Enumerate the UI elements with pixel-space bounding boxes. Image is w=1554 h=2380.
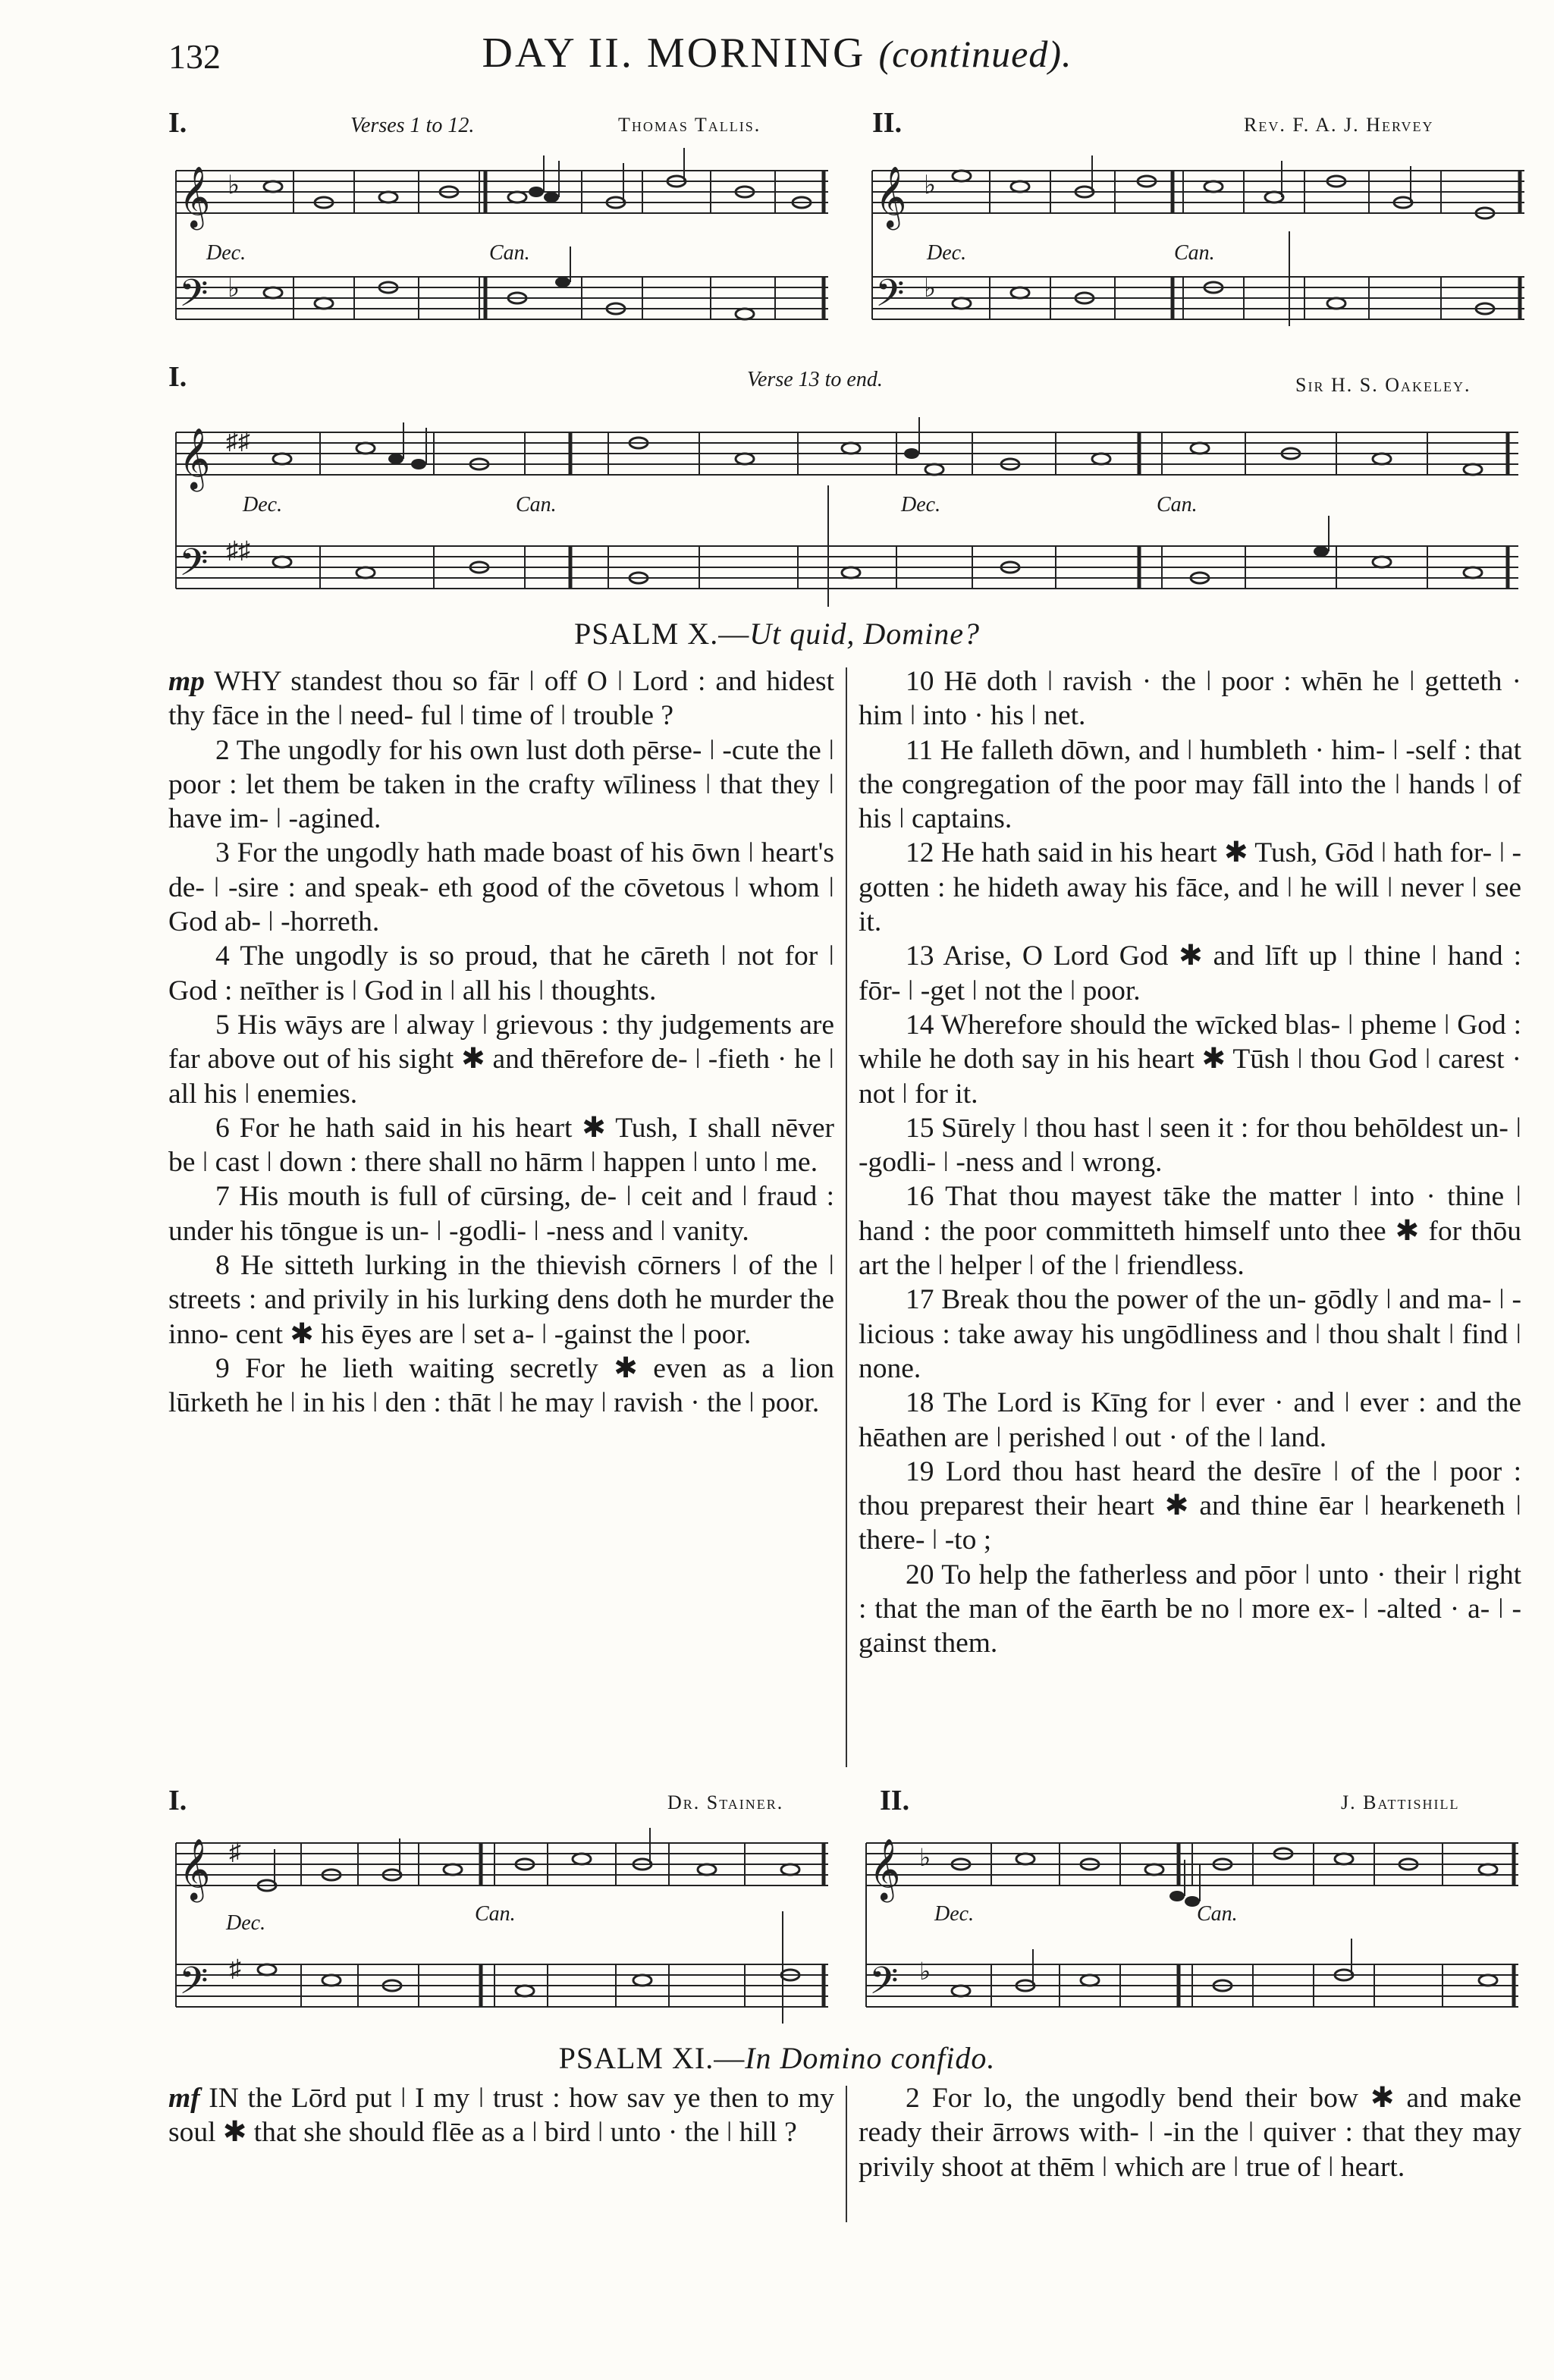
chant-top-2-dec: Dec. <box>927 241 967 265</box>
verse-x-13: 13 Arise, O Lord God ✱ and līft up ǀ thine ǀ hand : fōr- ǀ -get ǀ not the ǀ poor. <box>859 940 1521 1006</box>
svg-text:♭: ♭ <box>919 1844 931 1871</box>
verse-x-19: 19 Lord thou hast heard the desīre ǀ of the ǀ poor : thou preparest their heart ✱ and thine ēar ǀ hearkeneth ǀ there- ǀ -to ; <box>859 1455 1521 1556</box>
chant-bottom-2-composer: J. Battishill <box>1341 1791 1460 1813</box>
verse-x-5: 5 His wāys are ǀ alway ǀ grievous : thy judgements are far above out of his sight ✱ and thērefore de- ǀ -fieth · he ǀ all his ǀ enemies. <box>168 1009 834 1110</box>
psalm-x-title <box>0 616 1554 652</box>
psalm-xi-left-column <box>168 2081 834 2150</box>
chant-top-1-verses: Verses 1 to 12. <box>350 114 475 137</box>
chant-middle-can: Can. <box>516 493 557 517</box>
svg-text:𝄞: 𝄞 <box>179 168 211 227</box>
verse-x-16: 16 That thou mayest tāke the matter ǀ into · thine ǀ hand : the poor committeth himself unto thee ✱ for thōu art the ǀ helper ǀ of the ǀ friendless. <box>859 1181 1521 1282</box>
chant-middle-dec-2: Dec. <box>901 493 941 517</box>
chant-top-1-label: I. <box>168 107 187 139</box>
psalm-x-left-column <box>168 664 834 1421</box>
verse-x-11: 11 He falleth dōwn, and ǀ humbleth · him- ǀ -self : that the congregation of the poor may fāll into the ǀ hands ǀ of his ǀ captains. <box>859 734 1521 835</box>
running-head <box>0 29 1554 77</box>
svg-text:𝄢: 𝄢 <box>179 273 209 323</box>
chant-top-1-dec: Dec. <box>206 241 246 265</box>
svg-text:𝄞: 𝄞 <box>875 168 907 227</box>
psalm-x-latin: Ut quid, Domine? <box>749 617 981 651</box>
svg-text:♯♯: ♯♯ <box>226 536 250 564</box>
verse-x-15: 15 Sūrely ǀ thou hast ǀ seen it : for thou behōldest un- ǀ -godli- ǀ -ness and ǀ wrong. <box>859 1112 1521 1179</box>
svg-text:𝄞: 𝄞 <box>179 430 211 488</box>
verse-x-4: 4 The ungodly is so proud, that he cāreth ǀ not for ǀ God : neīther is ǀ God in ǀ all his ǀ thoughts. <box>168 940 834 1006</box>
svg-text:♭: ♭ <box>228 275 240 303</box>
verse-x-20: 20 To help the fatherless and pōor ǀ unto · their ǀ right : that the man of the ēarth be no ǀ more ex- ǀ -alted · a- ǀ -gainst them. <box>859 1559 1521 1659</box>
verse-x-17: 17 Break thou the power of the un- gōdly ǀ and ma- ǀ -licious : take away his ungōdliness and ǀ thou shalt ǀ find ǀ none. <box>859 1284 1521 1384</box>
chant-top-1-composer: Thomas Tallis. <box>618 114 761 136</box>
psalm-xi-latin: In Domino confido. <box>745 2041 996 2075</box>
column-divider-2 <box>846 2086 847 2222</box>
chant-bottom-1-composer: Dr. Stainer. <box>667 1791 784 1813</box>
svg-text:𝄢: 𝄢 <box>869 1961 899 2011</box>
running-head-continued: (continued). <box>878 33 1072 75</box>
psalm-x-number: PSALM X.— <box>573 617 750 651</box>
chant-top-2-composer: Rev. F. A. J. Hervey <box>1244 114 1434 136</box>
psalm-xi-number: PSALM XI.— <box>558 2041 746 2075</box>
svg-text:𝄞: 𝄞 <box>179 1841 211 1899</box>
svg-text:𝄢: 𝄢 <box>179 542 209 592</box>
page-number: 132 <box>168 37 221 76</box>
column-divider <box>846 667 847 1767</box>
svg-text:𝄢: 𝄢 <box>179 1961 209 2011</box>
verse-x-9: 9 For he lieth waiting secretly ✱ even as a lion lūrketh he ǀ in his ǀ den : thāt ǀ he may ǀ ravish · the ǀ poor. <box>168 1352 834 1419</box>
chant-middle-dec: Dec. <box>243 493 283 517</box>
svg-text:♭: ♭ <box>919 1958 931 1985</box>
dynamic-mark: mp <box>168 666 205 697</box>
chant-bottom-2-label: II. <box>880 1785 910 1816</box>
svg-text:♭: ♭ <box>924 275 937 303</box>
verse-x-12: 12 He hath said in his heart ✱ Tush, Gōd ǀ hath for- ǀ -gotten : he hideth away his fāce, and ǀ he will ǀ never ǀ see it. <box>859 837 1521 938</box>
chant-bottom-1-can: Can. <box>475 1902 516 1926</box>
svg-text:♯: ♯ <box>229 1838 241 1865</box>
verse-xi-2: 2 For lo, the ungodly bend their bow ✱ and make ready their ārrows with- ǀ -in the ǀ quiver : that they may privily shoot at thēm ǀ which are ǀ true of ǀ heart. <box>859 2083 1521 2183</box>
svg-text:♭: ♭ <box>924 171 937 199</box>
verse-xi-1: mf IN the Lōrd put ǀ I my ǀ trust : how sav ye then to my soul ✱ that she should flēe as a ǀ bird ǀ unto · the ǀ hill ? <box>168 2083 834 2149</box>
chant-bottom-1-dec: Dec. <box>226 1911 266 1935</box>
chant-middle-label: I. <box>168 361 187 393</box>
verse-x-6: 6 For he hath said in his heart ✱ Tush, I shall nēver be ǀ cast ǀ down : there shall no hārm ǀ happen ǀ unto ǀ me. <box>168 1112 834 1179</box>
psalm-xi-title <box>0 2040 1554 2076</box>
verse-x-1: mp WHY standest thou so fār ǀ off O ǀ Lord : and hidest thy fāce in the ǀ need- ful ǀ time of ǀ trouble ? <box>168 666 834 732</box>
svg-text:♭: ♭ <box>228 171 240 199</box>
chant-middle-score <box>168 394 1526 607</box>
svg-text:𝄢: 𝄢 <box>875 273 905 323</box>
verse-x-3: 3 For the ungodly hath made boast of his ōwn ǀ heart's de- ǀ -sire : and speak- eth good of the cōvetous ǀ whom ǀ God ab- ǀ -horreth. <box>168 837 834 938</box>
running-head-title: DAY II. MORNING <box>482 30 866 77</box>
verse-x-10: 10 Hē doth ǀ ravish · the ǀ poor : whēn he ǀ getteth · him ǀ into · his ǀ net. <box>859 666 1521 732</box>
chant-top-2-label: II. <box>872 107 903 139</box>
chant-top-2-can: Can. <box>1174 241 1215 265</box>
verse-x-7: 7 His mouth is full of cūrsing, de- ǀ ceit and ǀ fraud : under his tōngue is un- ǀ -godli- ǀ -ness and ǀ vanity. <box>168 1181 834 1247</box>
chant-bottom-2-can: Can. <box>1197 1902 1238 1926</box>
chant-middle-verses: Verse 13 to end. <box>747 368 883 391</box>
svg-text:♯♯: ♯♯ <box>226 427 250 454</box>
psalm-xi-right-column <box>859 2081 1521 2184</box>
svg-text:𝄞: 𝄞 <box>869 1841 901 1899</box>
chant-bottom-1-label: I. <box>168 1785 187 1816</box>
chant-top-1-can: Can. <box>489 241 530 265</box>
dynamic-mark: mf <box>168 2083 200 2114</box>
psalm-x-right-column <box>859 664 1521 1661</box>
chant-middle-can-2: Can. <box>1157 493 1198 517</box>
chant-bottom-2-dec: Dec. <box>934 1902 975 1926</box>
svg-text:♯: ♯ <box>229 1955 241 1982</box>
verse-x-18: 18 The Lord is Kīng for ǀ ever · and ǀ ever : and the hēathen are ǀ perished ǀ out · of the ǀ land. <box>859 1387 1521 1453</box>
verse-x-2: 2 The ungodly for his own lust doth pērse- ǀ -cute the ǀ poor : let them be taken in the crafty wīliness ǀ that they ǀ have im- ǀ -agined. <box>168 734 834 835</box>
chant-middle-composer: Sir H. S. Oakeley. <box>1295 374 1471 396</box>
verse-x-14: 14 Wherefore should the wīcked blas- ǀ pheme ǀ God : while he doth say in his heart ✱ Tūsh ǀ thou God ǀ carest · not ǀ for it. <box>859 1009 1521 1110</box>
verse-x-8: 8 He sitteth lurking in the thievish cōrners ǀ of the ǀ streets : and privily in his lurking dens doth he murder the inno- cent ✱ his ēyes are ǀ set a- ǀ -gainst the ǀ poor. <box>168 1250 834 1350</box>
